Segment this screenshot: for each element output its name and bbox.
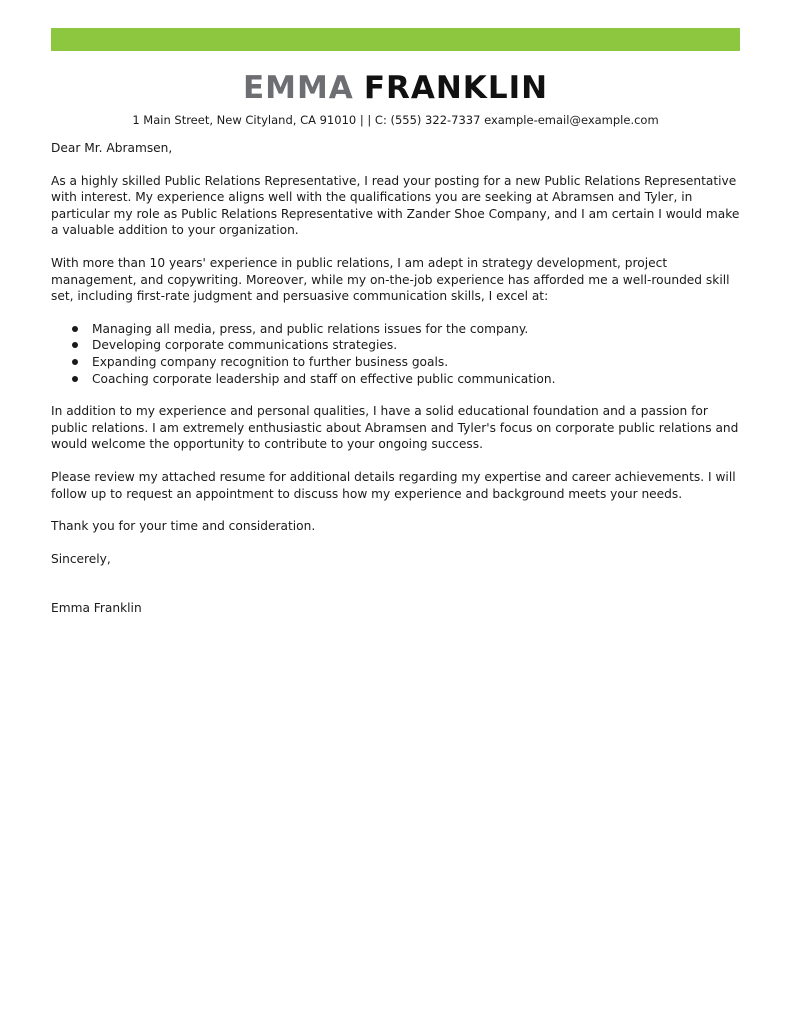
bullet-icon <box>72 326 78 332</box>
bullet-icon <box>72 376 78 382</box>
list-item-text: Expanding company recognition to further business goals. <box>92 354 449 369</box>
paragraph-education: In addition to my experience and personal qualities, I have a solid educational foundation and a passion for public relations. I am extremely enthusiastic about Abramsen and Tyler's focus on corporate public relations and would welcome the opportunity to contribute to your ongoing success. <box>51 404 739 452</box>
paragraph-followup: Please review my attached resume for additional details regarding my expertise and career achievements. I will follow up to request an appointment to discuss how my experience and background meets your needs. <box>51 469 736 501</box>
list-item <box>51 321 741 338</box>
skills-list <box>51 321 741 387</box>
bullet-icon <box>72 342 78 348</box>
last-name: FRANKLIN <box>363 70 549 106</box>
first-name: EMMA <box>242 70 354 106</box>
bullet-icon <box>72 359 78 365</box>
list-item <box>51 337 741 354</box>
paragraph-experience: With more than 10 years' experience in public relations, I am adept in strategy development, project management, and copywriting. Moreover, while my on-the-job experience has afforded me a well-rounded skill set, including first-rate judgment and persuasive communication skills, I excel at: <box>51 255 730 304</box>
contact-line: 1 Main Street, New Cityland, CA 91010 | | C: (555) 322-7337 example-email@example.com <box>132 113 659 127</box>
accent-bar <box>51 28 740 51</box>
letter-body <box>51 140 741 617</box>
list-item-text: Managing all media, press, and public relations issues for the company. <box>92 321 529 336</box>
signoff: Sincerely, <box>51 551 111 566</box>
salutation: Dear Mr. Abramsen, <box>51 141 173 155</box>
list-item <box>51 371 741 388</box>
signature-name: Emma Franklin <box>51 601 142 616</box>
name-heading <box>0 68 791 108</box>
list-item-text: Developing corporate communications strategies. <box>92 338 398 353</box>
list-item-text: Coaching corporate leadership and staff on effective public communication. <box>92 371 556 386</box>
list-item <box>51 354 741 371</box>
closing-line: Thank you for your time and consideration. <box>51 519 316 534</box>
paragraph-intro: As a highly skilled Public Relations Representative, I read your posting for a new Public Relations Representative with interest. My experience aligns well with the qualifications you are seeking at Abramsen and Tyler, in particular my role as Public Relations Representative with Zander Shoe Company, and I am certain I would make a valuable addition to your organization. <box>51 173 740 238</box>
